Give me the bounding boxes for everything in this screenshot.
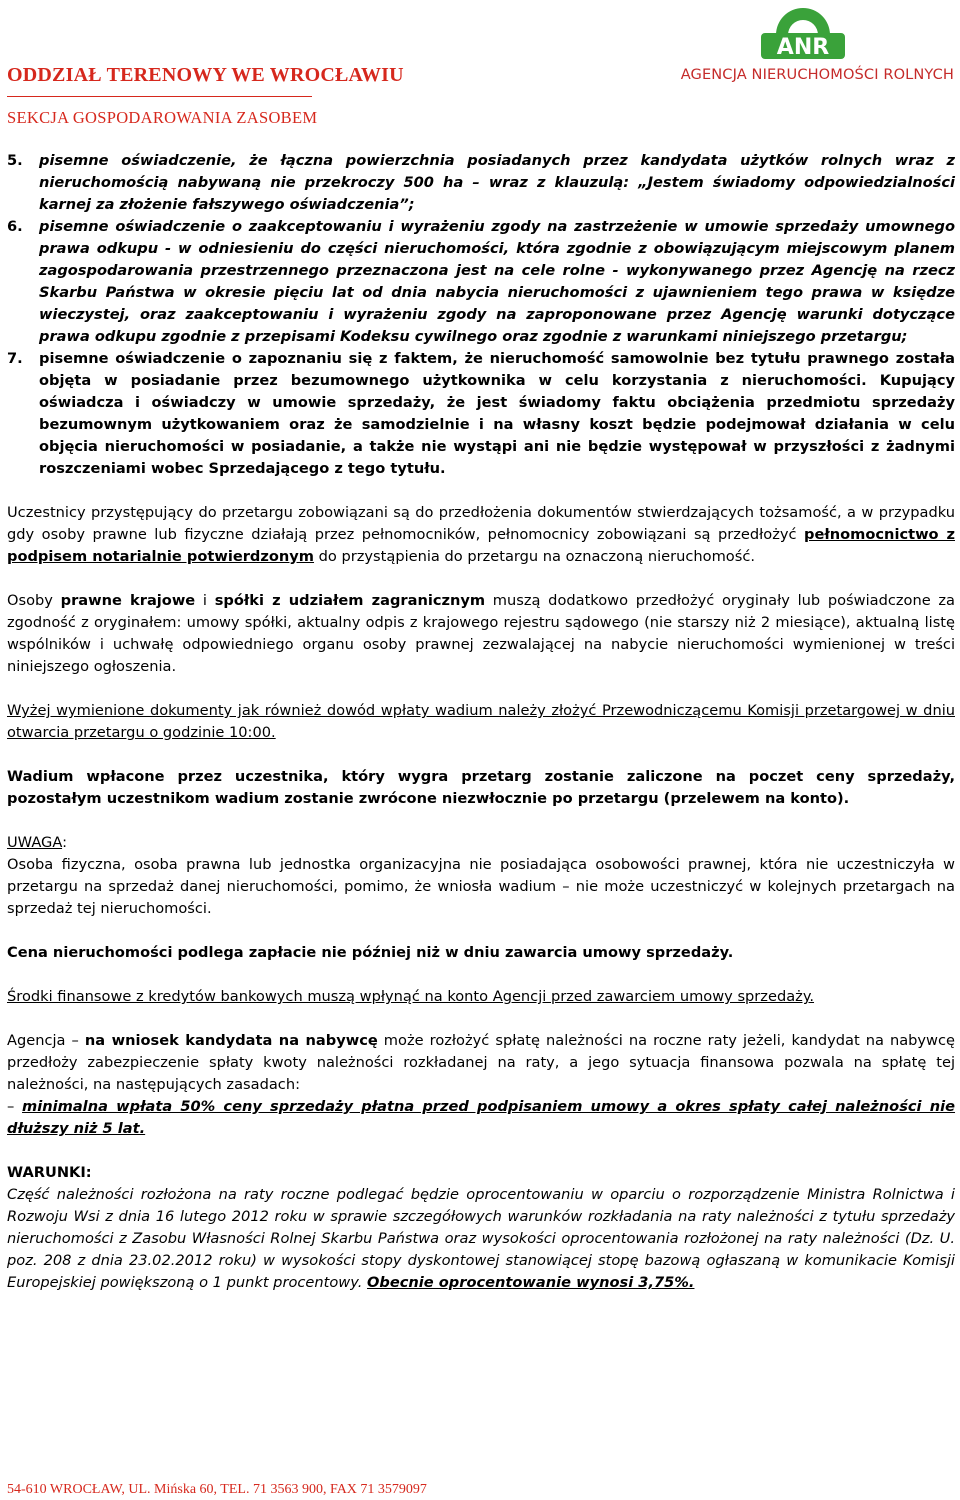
logo-text: ANR <box>776 35 830 60</box>
uwaga-heading: UWAGA: <box>7 834 67 851</box>
item-number: 6. <box>7 218 23 235</box>
paragraph-credit: Środki finansowe z kredytów bankowych muszą wpłynąć na konto Agencji przed zawarciem umowy sprzedaży. <box>7 988 815 1005</box>
list-item <box>7 216 955 348</box>
paragraph-warunki: Część należności rozłożona na raty roczne podlegać będzie oprocentowaniu w oparciu o rozporządzenie Ministra Rolnictwa i Rozwoju Wsi z dnia 16 lutego 2012 roku w sprawie szczegółowych warunków rozkładania na raty należności z tytułu sprzedaży nieruchomości z Zasobu Własności Rolnej Skarbu Państwa oraz wysokości oprocentowania rozłożonej na raty należności (Dz. U. poz. 208 z dnia 23.02.2012 roku) w wysokości stopy dyskontowej stanowiącej stopę bazową ogłaszaną w komunikacie Komisji Europejskiej powiększoną o 1 punkt procentowy. Obecnie oprocentowanie wynosi 3,75%. <box>7 1186 955 1291</box>
list-item <box>7 150 955 216</box>
requirements-list <box>7 150 955 480</box>
paragraph-price: Cena nieruchomości podlega zapłacie nie później niż w dniu zawarcia umowy sprzedaży. <box>7 944 734 961</box>
page-header <box>0 0 960 135</box>
paragraph-participants: Uczestnicy przystępujący do przetargu zobowiązani są do przedłożenia dokumentów stwierdzających tożsamość, a w przypadku gdy osoby prawne lub fizyczne działają przez pełnomocników, pełnomocnicy zobowiązani są przedłożyć pełnomocnictwo z podpisem notarialnie potwierdzonym do przystąpienia do przetargu na oznaczoną nieruchomość. <box>7 504 955 565</box>
section-name: SEKCJA GOSPODAROWANIA ZASOBEM <box>7 108 318 127</box>
paragraph-installments: Agencja – na wniosek kandydata na nabywcę może rozłożyć spłatę należności na roczne raty jeżeli, kandydat na nabywcę przedłoży zabezpieczenie spłaty kwoty należności rozkładanej na raty, a jego sytuacja finansowa pozwala na spłatę tej należności, na następujących zasadach: <box>7 1032 955 1093</box>
list-item <box>7 348 955 480</box>
power-of-attorney-text: pełnomocnictwo z podpisem notarialnie potwierdzonym <box>7 526 955 565</box>
paragraph-uwaga: Osoba fizyczna, osoba prawna lub jednostka organizacyjna nie posiadająca osobowości prawnej, która nie uczestniczyła w przetargu na sprzedaż danej nieruchomości, pomimo, że wniosła wadium – nie może uczestniczyć w kolejnych przetargach na sprzedaż tej nieruchomości. <box>7 856 955 917</box>
item-text: pisemne oświadczenie, że łączna powierzchnia posiadanych przez kandydata użytków rolnych wraz z nieruchomością nabywaną nie przekroczy 500 ha – wraz z klauzulą: „Jestem świadomy odpowiedzialności karnej za złożenie fałszywego oświadczenia”; <box>39 152 955 213</box>
paragraph-minimum-payment: – minimalna wpłata 50% ceny sprzedaży płatna przed podpisaniem umowy a okres spłaty całej należności nie dłuższy niż 5 lat. <box>7 1098 956 1137</box>
agency-name: AGENCJA NIERUCHOMOŚCI ROLNYCH <box>680 66 954 83</box>
item-text: pisemne oświadczenie o zapoznaniu się z faktem, że nieruchomość samowolnie bez tytułu prawnego została objęta w posiadanie przez bezumownego użytkownika w celu korzystania z nieruchomości. Kupujący oświadcza i oświadczy w umowie sprzedaży, że jest świadomy faktu obciążenia przedmiotu sprzedaży bezumownym użytkowaniem oraz że samodzielnie i na własny koszt będzie podejmował działania w celu objęcia nieruchomości w posiadanie, a także nie wystąpi ani nie będzie występował w przyszłości z żadnymi roszczeniami wobec Sprzedającego z tego tytułu. <box>39 350 955 477</box>
interest-rate-text: Obecnie oprocentowanie wynosi 3,75%. <box>367 1274 695 1291</box>
footer-address: 54-610 WROCŁAW, UL. Mińska 60, TEL. 71 3563 900, FAX 71 3579097 <box>7 1482 427 1497</box>
item-number: 5. <box>7 152 23 169</box>
document-body <box>7 150 955 1294</box>
warunki-heading: WARUNKI: <box>7 1164 92 1181</box>
item-text: pisemne oświadczenie o zaakceptowaniu i wyrażeniu zgody na zastrzeżenie w umowie sprzedaży umownego prawa odkupu - w odniesieniu do części nieruchomości, która zgodnie z obowiązującym miejscowym planem zagospodarowania przestrzennego przeznaczona jest na cele rolne - wykonywanego przez Agencję na rzecz Skarbu Państwa w okresie pięciu lat od dnia nabycia nieruchomości z ujawnieniem tego prawa w księdze wieczystej, oraz zaakceptowaniu i wyrażeniu zgody na zaproponowane przez Agencję warunki dotyczące prawa odkupu zgodnie z przepisami Kodeksu cywilnego oraz zgodnie z warunkami niniejszego przetargu; <box>39 218 955 345</box>
paragraph-legal-entities: Osoby prawne krajowe i spółki z udziałem zagranicznym muszą dodatkowo przedłożyć oryginały lub poświadczone za zgodność z oryginałem: umowy spółki, aktualny odpis z krajowego rejestru sądowego (nie starszy niż 2 miesiące), aktualną listę wspólników i uchwałę odpowiedniego organu osoby prawnej zezwalającej na nabycie nieruchomości wymienionej w treści niniejszego ogłoszenia. <box>7 592 955 675</box>
header-divider <box>7 96 312 97</box>
anr-logo-icon <box>758 5 848 63</box>
paragraph-deposit: Wadium wpłacone przez uczestnika, który wygra przetarg zostanie zaliczone na poczet ceny sprzedaży, pozostałym uczestnikom wadium zostanie zwrócone niezwłocznie po przetargu (przelewem na konto). <box>7 768 955 807</box>
paragraph-documents: Wyżej wymienione dokumenty jak również dowód wpłaty wadium należy złożyć Przewodniczącemu Komisji przetargowej w dniu otwarcia przetargu o godzinie 10:00. <box>7 702 955 741</box>
item-number: 7. <box>7 350 23 367</box>
department-name: ODDZIAŁ TERENOWY WE WROCŁAWIU <box>7 64 404 86</box>
